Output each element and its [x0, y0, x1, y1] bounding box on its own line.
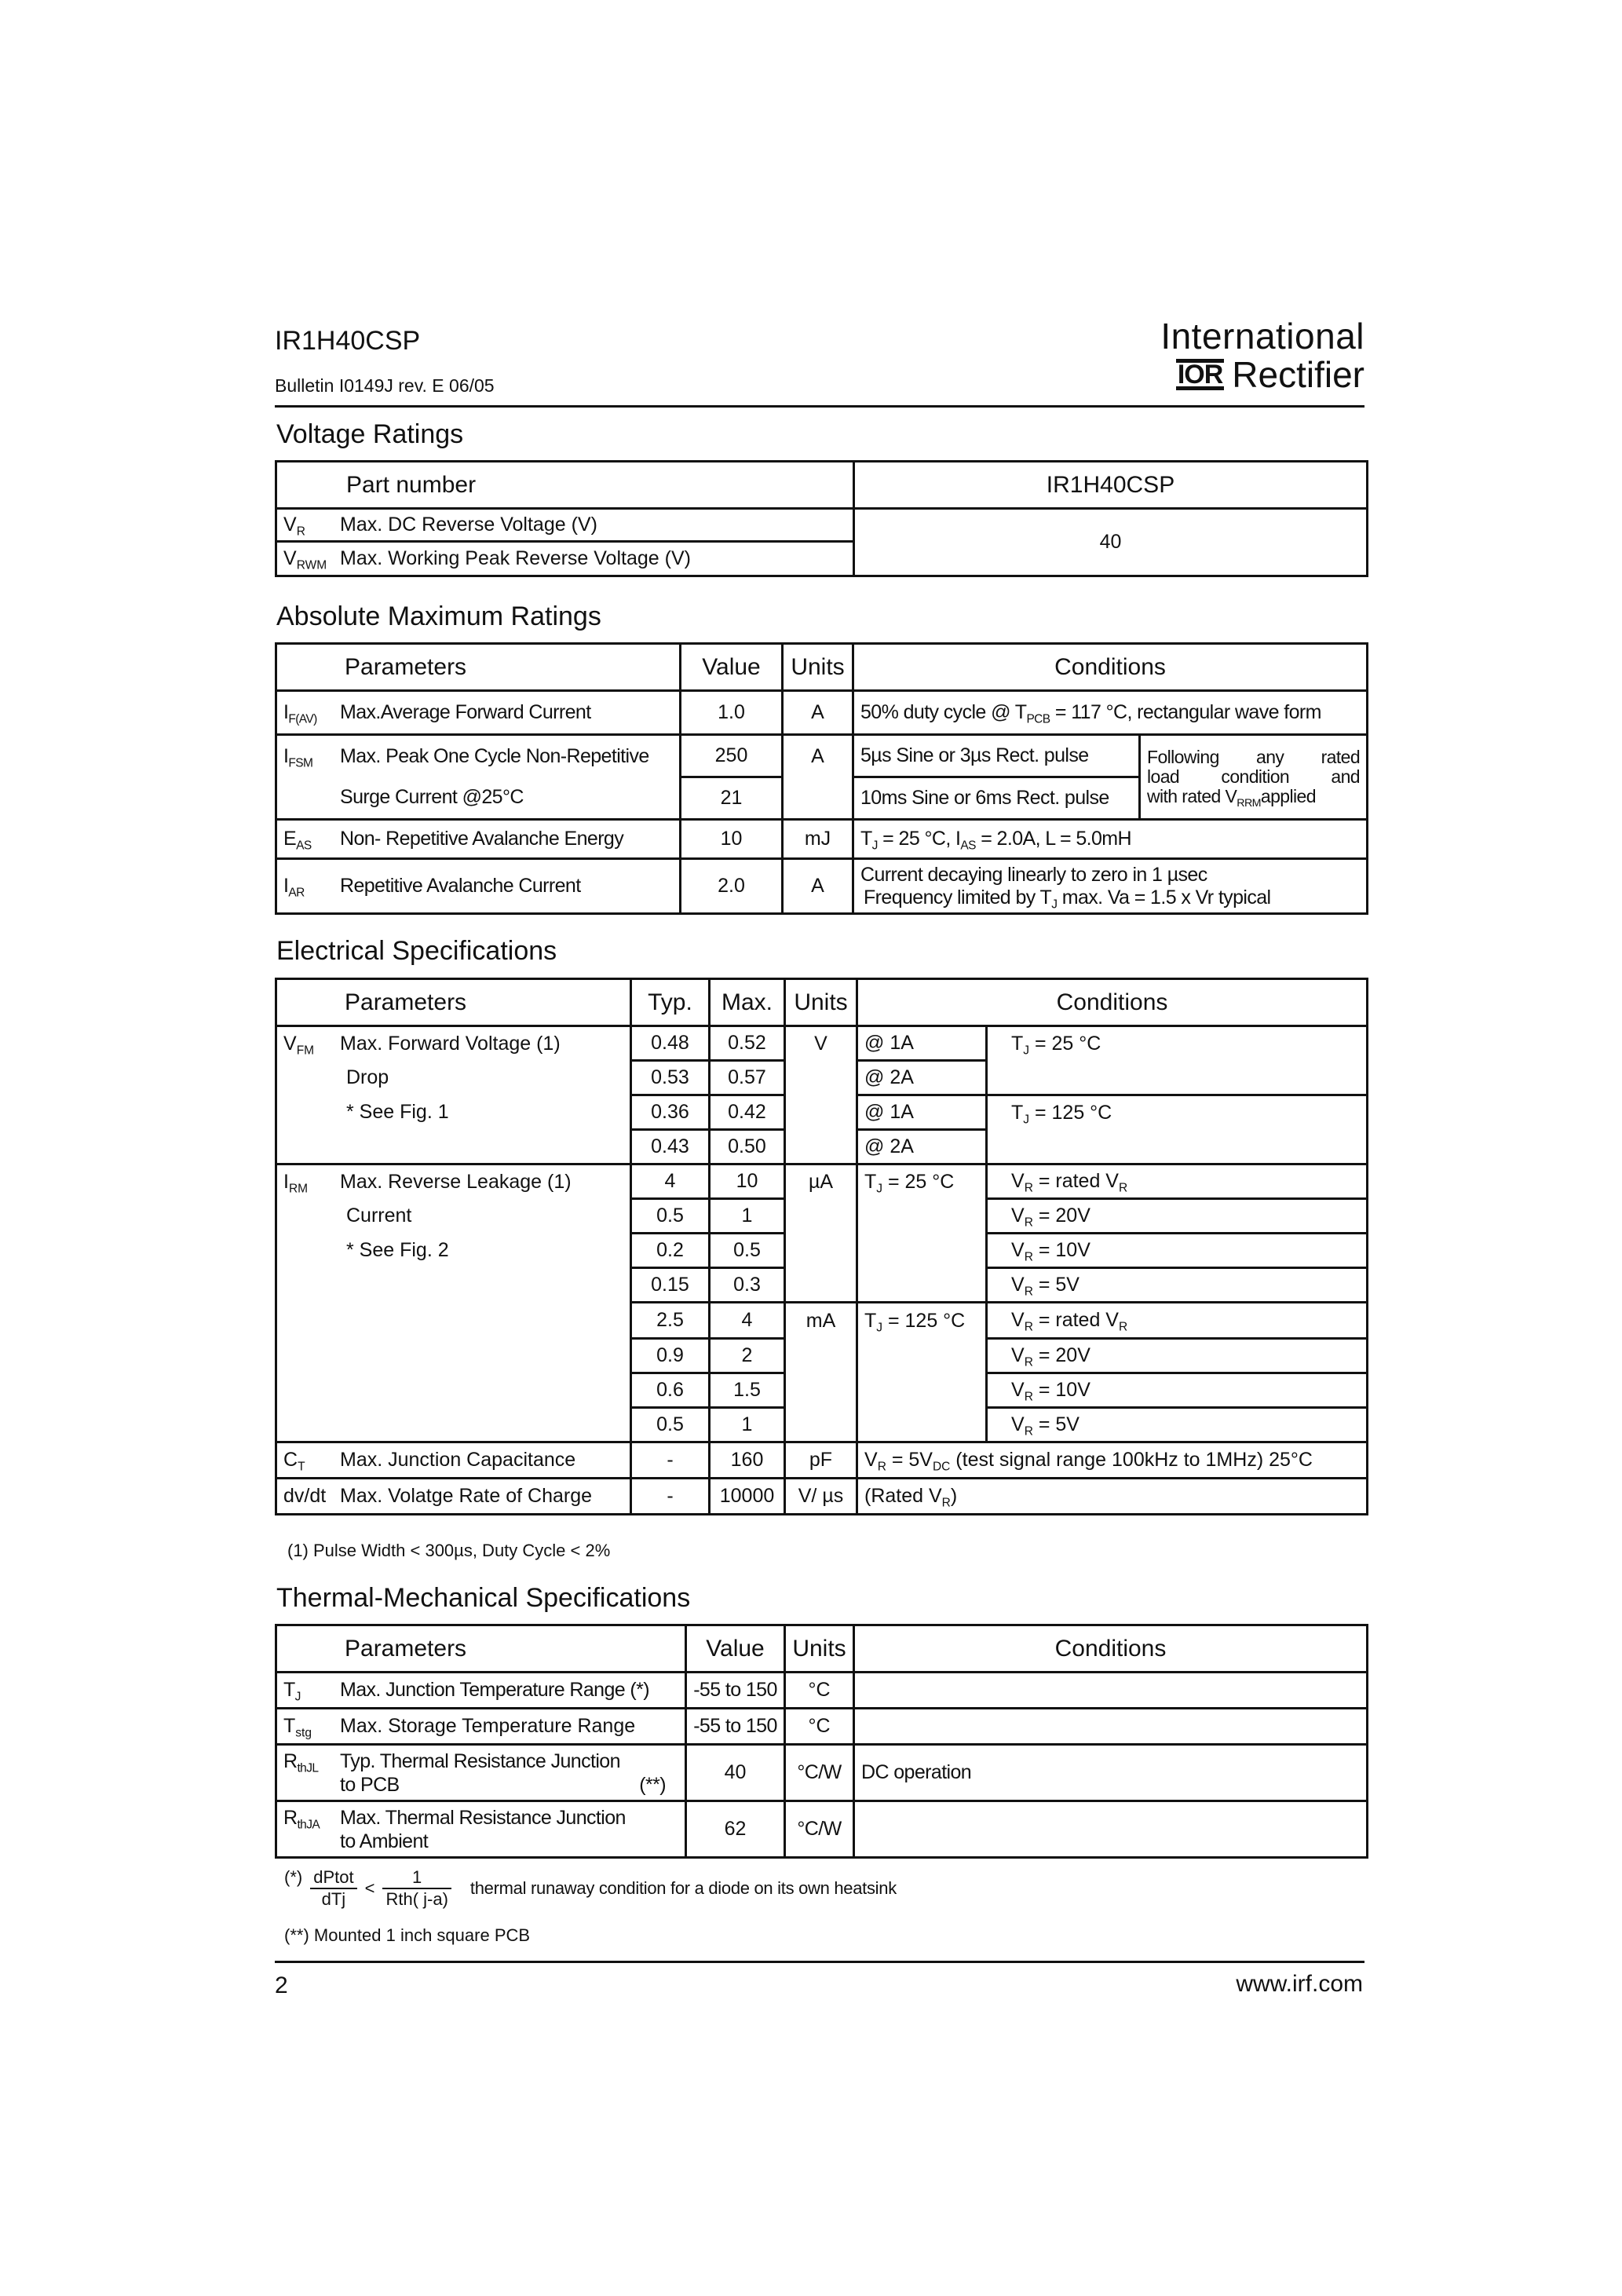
irm-unit-ma: mA — [785, 1303, 857, 1339]
ior-logo-icon: IOR — [1177, 360, 1223, 389]
frac-dptot-dtj: $\frac{\text{dPtot}}{\text{dTj}}$ — [310, 1867, 356, 1910]
thermal-tstg-value: -55 to 150 — [686, 1709, 785, 1745]
vfm-at-2: @ 2A — [857, 1061, 987, 1095]
irm-vr-4: $V_R = 5V$ — [987, 1268, 1368, 1303]
thermal-row-rthja: $R_{thJA}$ Max. Thermal Resistance Junction to Ambient — [276, 1801, 686, 1858]
irm-vr-7: $V_R = 10V$ — [987, 1373, 1368, 1408]
thermal-tstg-unit: °C — [785, 1709, 854, 1745]
vfm-max-4: 0.50 — [710, 1130, 785, 1164]
absmax-iar-value: 2.0 — [681, 859, 783, 914]
irm-vr-5: $V_R$ = rated $V_R$ — [987, 1303, 1368, 1339]
voltage-ratings-table — [275, 460, 1368, 577]
absmax-ifsm-value2: 21 — [681, 777, 783, 820]
vfm-at-1: @ 1A — [857, 1026, 987, 1061]
elec-row-irm: $I_{RM}$ Max. Reverse Leakage (1) — [276, 1164, 631, 1199]
elec-header-params: Parameters — [276, 979, 631, 1026]
elec-header-conditions: Conditions — [857, 979, 1368, 1026]
irm-max-1: 10 — [710, 1164, 785, 1199]
irm-typ-8: 0.5 — [631, 1408, 710, 1442]
elec-header-max: Max. — [710, 979, 785, 1026]
thermal-header-conditions: Conditions — [854, 1625, 1368, 1673]
irm-vr-6: $V_R = 20V$ — [987, 1339, 1368, 1373]
elec-header-units: Units — [785, 979, 857, 1026]
dvdt-typ: - — [631, 1479, 710, 1515]
absmax-ifav-cond: 50% duty cycle @ $T_{PCB} = 117$ °C, rectangular wave form — [853, 691, 1368, 735]
vfm-typ-4: 0.43 — [631, 1130, 710, 1164]
vfm-max-1: 0.52 — [710, 1026, 785, 1061]
absmax-header-units: Units — [783, 644, 853, 691]
thermal-runaway-note: (*) $\frac{\text{dPtot}}{\text{dTj}}$ < $\frac{1}{\text{Rth( j-a)}}$ thermal runaway condition for a diode on its own heatsink — [284, 1867, 897, 1909]
thermal-tj-value: -55 to 150 — [686, 1673, 785, 1709]
ct-unit: pF — [785, 1442, 857, 1479]
elec-row-vfm: $V_{FM}$ Max. Forward Voltage (1) — [276, 1026, 631, 1061]
absmax-ifsm-unit: A — [783, 735, 853, 777]
irm-typ-5: 2.5 — [631, 1303, 710, 1339]
vfm-typ-1: 0.48 — [631, 1026, 710, 1061]
voltage-header-param: Part number — [276, 462, 854, 509]
thermal-rthjl-unit: °C/W — [785, 1745, 854, 1801]
absmax-iar-unit: A — [783, 859, 853, 914]
voltage-row-vr: $V_R$ Max. DC Reverse Voltage (V) — [276, 509, 854, 542]
electrical-table — [275, 978, 1368, 1515]
absmax-iar-cond: Current decaying linearly to zero in 1 µsec Frequency limited by $T_J$ max. Va = 1.5 x Vr typical — [853, 859, 1368, 914]
frac-1-rth: $\frac{1}{\text{Rth( j-a)}}$ — [382, 1867, 451, 1910]
irm-max-5: 4 — [710, 1303, 785, 1339]
voltage-value: 40 — [854, 509, 1368, 576]
irm-typ-7: 0.6 — [631, 1373, 710, 1408]
irm-typ-4: 0.15 — [631, 1268, 710, 1303]
section-title-absmax: Absolute Maximum Ratings — [276, 601, 601, 631]
footer-rule — [275, 1961, 1364, 1963]
vfm-unit: V — [785, 1026, 857, 1061]
irm-typ-2: 0.5 — [631, 1199, 710, 1234]
thermal-rthja-cond — [854, 1801, 1368, 1858]
absmax-ifsm-value1: 250 — [681, 735, 783, 777]
section-title-electrical: Electrical Specifications — [276, 936, 557, 966]
irm-typ-3: 0.2 — [631, 1234, 710, 1268]
thermal-tstg-cond — [854, 1709, 1368, 1745]
absmax-ifsm-unit-blank — [783, 777, 853, 820]
vfm-desc-drop: Drop — [276, 1061, 631, 1095]
ct-max: 160 — [710, 1442, 785, 1479]
thermal-row-tstg: $T_{stg}$ Max. Storage Temperature Range — [276, 1709, 686, 1745]
vfm-at-3: @ 1A — [857, 1095, 987, 1130]
ct-typ: - — [631, 1442, 710, 1479]
thermal-row-tj: $T_J$ Max. Junction Temperature Range (*) — [276, 1673, 686, 1709]
brand-name-line1: International — [1160, 316, 1364, 356]
thermal-tj-unit: °C — [785, 1673, 854, 1709]
irm-vr-1: $V_R$ = rated $V_R$ — [987, 1164, 1368, 1199]
vfm-desc-fig: * See Fig. 1 — [276, 1095, 631, 1130]
dvdt-cond: (Rated $V_R$) — [857, 1479, 1368, 1515]
absmax-eas-unit: mJ — [783, 820, 853, 859]
irm-max-6: 2 — [710, 1339, 785, 1373]
absmax-header-value: Value — [681, 644, 783, 691]
irm-unit-ua: µA — [785, 1164, 857, 1199]
vfm-max-2: 0.57 — [710, 1061, 785, 1095]
thermal-rthjl-value: 40 — [686, 1745, 785, 1801]
irm-tj-25: $T_J = 25$ °C — [857, 1164, 987, 1199]
irm-typ-1: 4 — [631, 1164, 710, 1199]
thermal-header-value: Value — [686, 1625, 785, 1673]
irm-max-3: 0.5 — [710, 1234, 785, 1268]
thermal-rthja-unit: °C/W — [785, 1801, 854, 1858]
dvdt-unit: V/ µs — [785, 1479, 857, 1515]
thermal-header-params: Parameters — [276, 1625, 686, 1673]
irm-typ-6: 0.9 — [631, 1339, 710, 1373]
absmax-eas-cond: $T_J = 25$ °C, $I_{AS} = 2.0A$, L = 5.0mH — [853, 820, 1368, 859]
absmax-header-conditions: Conditions — [853, 644, 1368, 691]
irm-vr-8: $V_R = 5V$ — [987, 1408, 1368, 1442]
irm-vr-2: $V_R = 20V$ — [987, 1199, 1368, 1234]
thermal-table — [275, 1624, 1368, 1859]
dvdt-max: 10000 — [710, 1479, 785, 1515]
irm-tj-125: $T_J = 125$ °C — [857, 1303, 987, 1339]
thermal-rthjl-cond: DC operation — [854, 1745, 1368, 1801]
irm-max-8: 1 — [710, 1408, 785, 1442]
absmax-ifsm-cond2: 10ms Sine or 6ms Rect. pulse — [853, 777, 1140, 820]
vfm-typ-2: 0.53 — [631, 1061, 710, 1095]
vfm-max-3: 0.42 — [710, 1095, 785, 1130]
absmax-row-eas: $E_{AS}$ Non- Repetitive Avalanche Energy — [276, 820, 681, 859]
header-rule — [275, 405, 1364, 408]
ct-cond: $V_R = 5V_{DC}$ (test signal range 100kHz to 1MHz) 25°C — [857, 1442, 1368, 1479]
absmax-ifav-unit: A — [783, 691, 853, 735]
absmax-row-iar: $I_{AR}$ Repetitive Avalanche Current — [276, 859, 681, 914]
thermal-rthja-value: 62 — [686, 1801, 785, 1858]
absmax-eas-value: 10 — [681, 820, 783, 859]
elec-row-dvdt: dv/dt Max. Volatge Rate of Charge — [276, 1479, 631, 1515]
brand-name-line2: Rectifier — [1232, 354, 1364, 395]
elec-header-typ: Typ. — [631, 979, 710, 1026]
elec-row-ct: $C_T$ Max. Junction Capacitance — [276, 1442, 631, 1479]
elec-footnote: (1) Pulse Width < 300µs, Duty Cycle < 2% — [287, 1541, 611, 1560]
thermal-pcb-note: (**) Mounted 1 inch square PCB — [284, 1925, 531, 1945]
footer-url-link[interactable]: www.irf.com — [1236, 1971, 1363, 1997]
thermal-tj-cond — [854, 1673, 1368, 1709]
irm-desc-fig: * See Fig. 2 — [276, 1234, 631, 1268]
absmax-row-ifav: $I_{F(AV)}$ Max.Average Forward Current — [276, 691, 681, 735]
irm-desc-current: Current — [276, 1199, 631, 1234]
page-number: 2 — [275, 1972, 288, 1998]
part-title: IR1H40CSP — [275, 326, 421, 356]
thermal-header-units: Units — [785, 1625, 854, 1673]
absmax-row-ifsm-1: $I_{FSM}$ Max. Peak One Cycle Non-Repetitive — [276, 735, 681, 777]
absmax-ifsm-cond1: 5µs Sine or 3µs Rect. pulse — [853, 735, 1140, 777]
thermal-row-rthjl: $R_{thJL}$ Typ. Thermal Resistance Junction to PCB (**) — [276, 1745, 686, 1801]
absmax-header-params: Parameters — [276, 644, 681, 691]
irm-max-2: 1 — [710, 1199, 785, 1234]
section-title-thermal: Thermal-Mechanical Specifications — [276, 1583, 691, 1613]
voltage-row-vrwm: $V_{RWM}$ Max. Working Peak Reverse Voltage (V) — [276, 542, 854, 576]
irm-max-4: 0.3 — [710, 1268, 785, 1303]
brand-logo — [1160, 316, 1364, 393]
vfm-typ-3: 0.36 — [631, 1095, 710, 1130]
absmax-ifav-value: 1.0 — [681, 691, 783, 735]
absmax-ifsm-note: Following any rated load condition and with rated $V_{RRM}applied$ — [1140, 735, 1368, 820]
bulletin-line: Bulletin I0149J rev. E 06/05 — [275, 375, 495, 396]
irm-vr-3: $V_R = 10V$ — [987, 1234, 1368, 1268]
vfm-tj-125: $T_J = 125$ °C — [987, 1095, 1368, 1130]
absmax-table — [275, 642, 1368, 915]
voltage-header-part: IR1H40CSP — [854, 462, 1368, 509]
vfm-at-4: @ 2A — [857, 1130, 987, 1164]
vfm-tj-25: $T_J = 25$ °C — [987, 1026, 1368, 1061]
section-title-voltage: Voltage Ratings — [276, 419, 464, 449]
absmax-row-ifsm-2: Surge Current @25°C — [276, 777, 681, 820]
irm-max-7: 1.5 — [710, 1373, 785, 1408]
